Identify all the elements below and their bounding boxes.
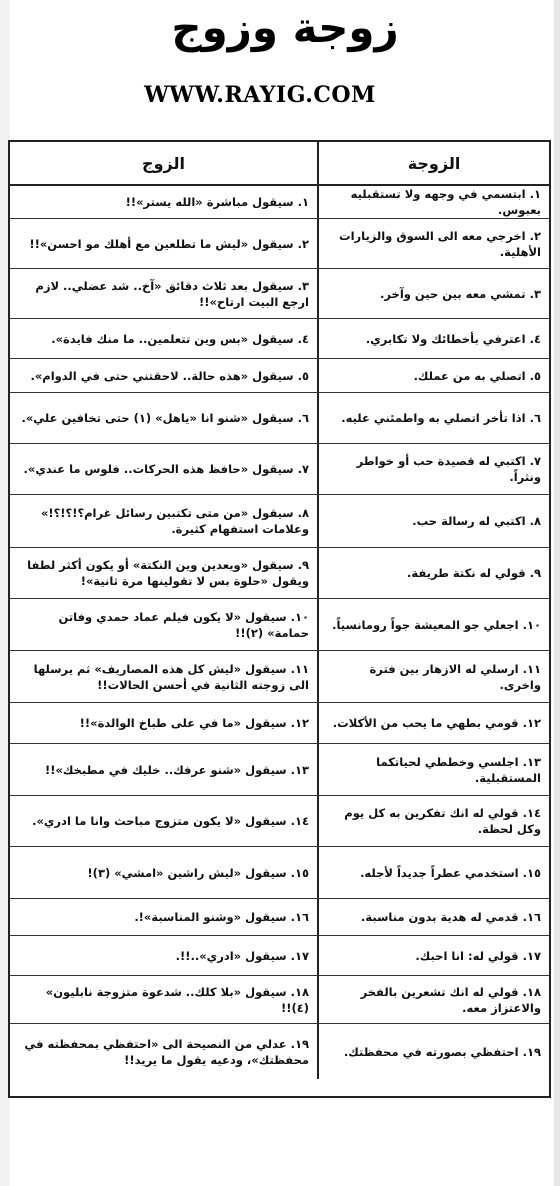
site-url: WWW.RAYIG.COM [144, 82, 376, 108]
wife-cell: ١٥. استخدمي عطراً جديداً لأجله. [317, 847, 549, 898]
page-title: زوجة وزوج [171, 3, 399, 52]
husband-cell: ٩. سيقول «ويعدين وين النكتة» أو يكون أكثر لطفا ويقول «حلوة بس لا تقولينها مرة ثانية»! [27, 558, 309, 588]
table-row [10, 359, 549, 393]
wife-cell: ٧. اكتبي له قصيدة حب أو خواطر ونثراً. [317, 444, 549, 494]
wife-cell: ١. ابتسمي في وجهه ولا تستقبليه بعبوس. [317, 186, 549, 218]
wife-cell: ١٨. قولي له انك تشعرين بالفخر والاعتزاز معه. [317, 976, 549, 1023]
wife-cell: ٣. تمشي معه بين حين وآخر. [317, 269, 549, 318]
table-row [10, 548, 549, 599]
husband-cell: ١٣. سيقول «شنو عرفك.. خليك في مطبخك»!! [44, 762, 309, 777]
wife-cell: ١٦. قدمي له هدية بدون مناسبة. [317, 899, 549, 935]
comparison-table [8, 140, 551, 1098]
wife-cell: ٢. اخرجي معه الى السوق والزيارات الأهلية. [317, 219, 549, 268]
header-wife: الزوجة [317, 142, 549, 184]
wife-cell: ٩. قولي له نكتة طريفة. [317, 548, 549, 598]
wife-cell: ١٣. اجلسي وخططي لحياتكما المستقبلية. [317, 744, 549, 795]
table-row [10, 651, 549, 703]
wife-cell: ٨. اكتبي له رسالة حب. [317, 495, 549, 547]
table-row [10, 186, 549, 219]
wife-cell: ١٧. قولي له: انا احبك. [317, 936, 549, 975]
husband-cell: ٣. سيقول بعد ثلاث دقائق «آخ.. شد عضلي.. لازم ارجع البيت ارتاح»!! [35, 278, 309, 309]
table-row [10, 319, 549, 359]
husband-cell: ١٩. عدلي من النصيحة الى «احتفظي بمحفظته في محفظتك»، ودعيه يقول ما يريد!! [24, 1036, 309, 1067]
husband-cell: ٢. سيقول «ليش ما تطلعين مع أهلك مو احسن»!! [29, 236, 309, 251]
table-row [10, 796, 549, 847]
husband-cell: ١٠. سيقول «لا يكون فيلم عماد حمدي وفاتن حمامة» (٢)!! [58, 609, 309, 640]
table-header [10, 142, 549, 186]
husband-cell: ١٨. سيقول «بلا كلك.. شدعوة متزوجة نابليون» (٤)!! [45, 984, 309, 1015]
table-row [10, 744, 549, 796]
husband-cell: ٦. سيقول «شنو انا «ياهل» (١) حتى تخافين علي». [21, 411, 309, 425]
husband-cell: ١٥. سيقول «ليش راشين «امشي» (٣)! [87, 865, 309, 880]
table-row [10, 495, 549, 548]
table-body [10, 186, 549, 1079]
wife-cell: ٦. اذا تأخر اتصلي به واطمئني عليه. [317, 393, 549, 443]
table-row [10, 1024, 549, 1079]
husband-cell: ١٦. سيقول «وشنو المناسبة»!. [134, 910, 309, 924]
table-row [10, 393, 549, 444]
husband-cell: ١٤. سيقول «لا يكون متزوج مباحث وانا ما ادري». [32, 814, 309, 828]
wife-cell: ١٠. اجعلي جو المعيشة جواً رومانسياً. [317, 599, 549, 650]
husband-cell: ١. سيقول مباشرة «الله يستر»!! [125, 195, 309, 209]
wife-cell: ٤. اعترفي بأخطائك ولا تكابري. [317, 319, 549, 358]
table-row [10, 703, 549, 744]
husband-cell: ٥. سيقول «هذه حالة.. لاحقتني حتى في الدوام». [30, 368, 309, 383]
wife-cell: ٥. اتصلي به من عملك. [317, 359, 549, 392]
table-row [10, 899, 549, 936]
table-row [10, 219, 549, 269]
wife-cell: ١٢. قومي بطهي ما يحب من الأكلات. [317, 703, 549, 743]
wife-cell: ١٩. احتفظي بصورته في محفظتك. [317, 1024, 549, 1079]
wife-cell: ١١. ارسلي له الازهار بين فترة واخرى. [317, 651, 549, 702]
header-husband: الزوج [142, 153, 185, 173]
table-row [10, 936, 549, 976]
table-row [10, 599, 549, 651]
husband-cell: ٨. سيقول «من متى تكتبين رسائل غرام؟!؟!؟!» وعلامات استفهام كثيرة. [40, 506, 309, 536]
wife-cell: ١٤. قولي له انك تفكرين به كل يوم وكل لحظة. [317, 796, 549, 846]
table-row [10, 444, 549, 495]
husband-cell: ١١. سيقول «ليش كل هذه المصاريف» ثم يرسلها الى زوجته الثانية في أحسن الحالات!! [33, 661, 309, 692]
husband-cell: ١٢. سيقول «ما في على طباخ الوالدة»!! [79, 716, 309, 730]
husband-cell: ١٧. سيقول «ادري»..!!. [175, 948, 309, 963]
page-right-edge [554, 0, 560, 1186]
husband-cell: ٤. سيقول «بس وين تتعلمين.. ما منك فايدة». [51, 331, 309, 346]
husband-cell: ٧. سيقول «حافظ هذه الحركات.. فلوس ما عندي». [23, 462, 309, 476]
table-row [10, 847, 549, 899]
table-row [10, 976, 549, 1024]
table-row [10, 269, 549, 319]
